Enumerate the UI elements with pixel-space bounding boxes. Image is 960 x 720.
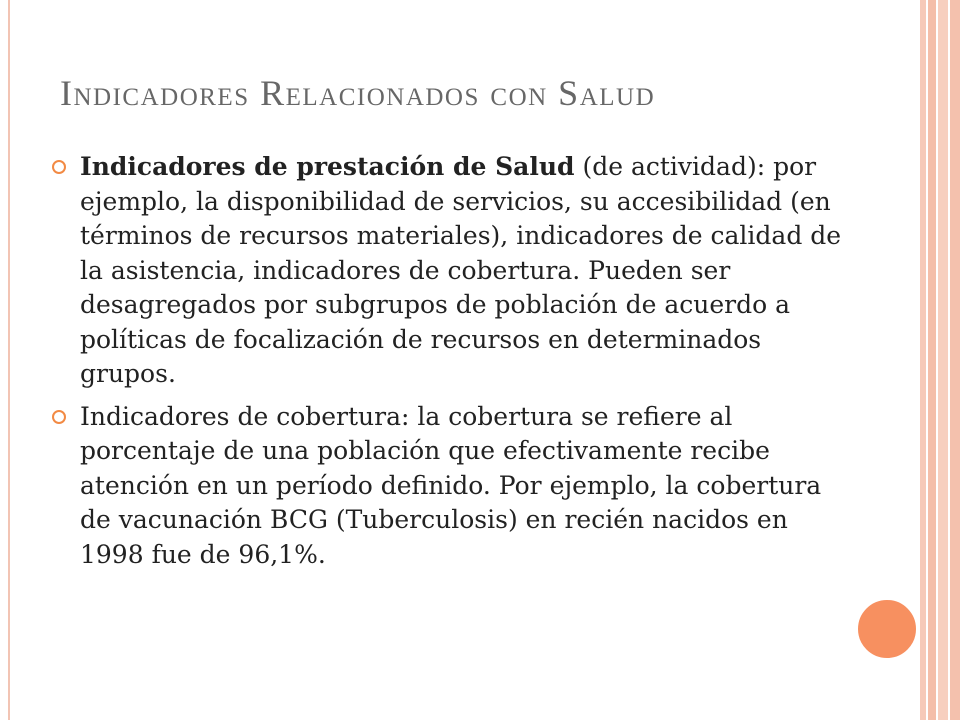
bullet-text: Indicadores de cobertura: la cobertura se refiere al porcentaje de una población que efectivamente recibe atención en un período definido. Por ejemplo, la cobertura de vacunación BCG (Tuberculosis) en recién nacidos en 1998 fue de 96,1%. <box>80 401 822 569</box>
bullet-item <box>52 400 852 573</box>
bullet-circle-icon <box>52 410 66 424</box>
slide-title: Indicadores Relacionados con Salud <box>60 73 656 113</box>
bullet-text: (de actividad): por ejemplo, la disponibilidad de servicios, su accesibilidad (en términos de recursos materiales), indicadores de calidad de la asistencia, indicadores de cobertura. Pueden ser desagregados por subgrupos de población de acuerdo a políticas de focalización de recursos en determinados grupos. <box>80 152 842 388</box>
bullet-circle-icon <box>52 160 66 174</box>
bullet-bold-text: Indicadores de prestación de Salud <box>80 152 575 181</box>
right-decorative-stripes <box>918 0 960 720</box>
bullet-item <box>52 150 852 392</box>
decorative-circle <box>856 598 918 660</box>
slide-content <box>52 150 852 580</box>
left-border-line <box>8 0 10 720</box>
